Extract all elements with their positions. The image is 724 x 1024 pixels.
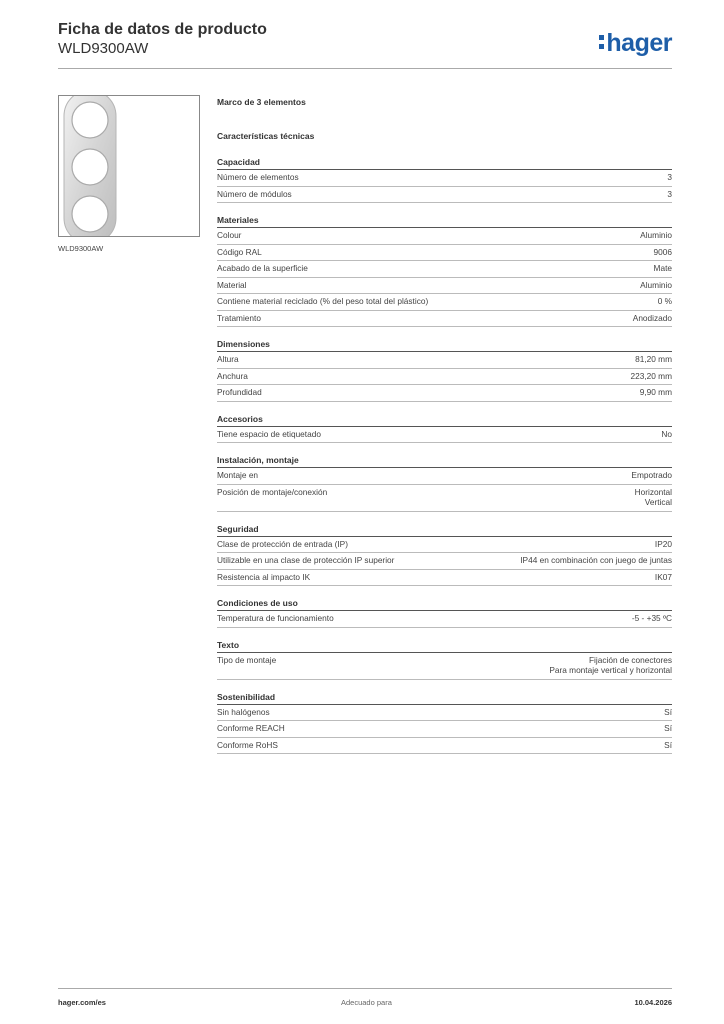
spec-value-line: -5 - +35 ºC xyxy=(631,613,672,623)
spec-row xyxy=(217,294,672,311)
spec-value-line: Sí xyxy=(664,739,672,750)
footer-website: hager.com/es xyxy=(58,998,106,1007)
section-title: Sostenibilidad xyxy=(217,690,672,705)
spec-value-line: 81,20 mm xyxy=(635,354,672,364)
spec-label: Altura xyxy=(217,354,239,364)
spec-value-line: Empotrado xyxy=(631,470,672,480)
spec-row xyxy=(217,278,672,295)
spec-label: Sin halógenos xyxy=(217,706,270,717)
spec-row xyxy=(217,187,672,204)
spec-value xyxy=(664,740,672,751)
spec-section xyxy=(217,453,672,512)
image-caption: WLD9300AW xyxy=(58,244,104,253)
spec-value xyxy=(655,572,672,583)
hager-logo xyxy=(599,28,672,58)
spec-section xyxy=(217,596,672,628)
section-title: Seguridad xyxy=(217,522,672,537)
spec-value-line: 9,90 mm xyxy=(639,387,672,397)
spec-value xyxy=(631,470,672,481)
spec-section xyxy=(217,337,672,402)
spec-section xyxy=(217,522,672,587)
spec-value xyxy=(654,263,672,274)
spec-value xyxy=(640,230,672,241)
spec-value xyxy=(658,296,672,307)
spec-label: Temperatura de funcionamiento xyxy=(217,613,334,623)
spec-value xyxy=(520,555,672,566)
spec-value-line: Aluminio xyxy=(640,279,672,290)
section-title: Texto xyxy=(217,638,672,653)
spec-label: Número de elementos xyxy=(217,172,299,182)
spec-value-line: IP44 en combinación con juego de juntas xyxy=(520,555,672,565)
spec-row xyxy=(217,311,672,328)
spec-section xyxy=(217,690,672,755)
spec-label: Número de módulos xyxy=(217,188,292,199)
spec-row xyxy=(217,369,672,386)
spec-row xyxy=(217,485,672,512)
spec-value-line: 9006 xyxy=(653,246,672,257)
section-title: Condiciones de uso xyxy=(217,596,672,611)
spec-label: Contiene material reciclado (% del peso total del plástico) xyxy=(217,296,429,306)
spec-section xyxy=(217,638,672,680)
spec-value-line: Vertical xyxy=(644,497,672,507)
spec-value-line: Para montaje vertical y horizontal xyxy=(549,665,672,675)
spec-value xyxy=(661,429,672,440)
spec-value-line: Sí xyxy=(664,706,672,717)
spec-value-line: 223,20 mm xyxy=(630,370,672,381)
spec-heading: Características técnicas xyxy=(217,131,315,141)
spec-value-line: IP20 xyxy=(654,538,672,549)
spec-label: Conforme REACH xyxy=(217,723,285,733)
spec-sections xyxy=(217,155,672,754)
spec-label: Resistencia al impacto IK xyxy=(217,571,311,582)
spec-row xyxy=(217,228,672,245)
spec-label: Acabado de la superficie xyxy=(217,263,308,273)
spec-value-line: Sí xyxy=(664,723,672,733)
spec-label: Tipo de montaje xyxy=(217,654,277,665)
spec-value-line: Horizontal xyxy=(634,486,672,497)
spec-row xyxy=(217,427,672,444)
spec-value-line: Mate xyxy=(653,263,672,273)
spec-row xyxy=(217,352,672,369)
spec-row xyxy=(217,738,672,755)
spec-value xyxy=(549,655,672,676)
spec-row xyxy=(217,611,672,628)
spec-value xyxy=(664,723,672,734)
spec-value-line: 3 xyxy=(667,188,672,199)
spec-row xyxy=(217,705,672,722)
product-name: Marco de 3 elementos xyxy=(217,97,306,107)
spec-section xyxy=(217,412,672,444)
section-title: Instalación, montaje xyxy=(217,453,672,468)
spec-label: Utilizable en una clase de protección IP superior xyxy=(217,555,395,565)
spec-content xyxy=(217,95,672,764)
spec-value xyxy=(654,247,672,258)
spec-value-line: 3 xyxy=(667,172,672,182)
spec-label: Montaje en xyxy=(217,470,259,480)
product-code: WLD9300AW xyxy=(58,40,149,57)
spec-value xyxy=(664,707,672,718)
spec-label: Conforme RoHS xyxy=(217,739,278,750)
spec-value xyxy=(632,613,672,624)
spec-value xyxy=(667,172,672,183)
spec-value xyxy=(635,487,672,508)
spec-label: Clase de protección de entrada (IP) xyxy=(217,538,348,549)
spec-value xyxy=(635,354,672,365)
spec-value-line: Aluminio xyxy=(640,230,672,240)
header-divider xyxy=(58,68,672,69)
spec-label: Anchura xyxy=(217,370,248,381)
footer-divider xyxy=(58,988,672,989)
footer-center-text: Adecuado para xyxy=(341,998,392,1007)
spec-row xyxy=(217,553,672,570)
spec-row xyxy=(217,537,672,554)
spec-row xyxy=(217,468,672,485)
spec-row xyxy=(217,653,672,680)
section-title: Materiales xyxy=(217,213,672,228)
spec-value xyxy=(667,189,672,200)
spec-row xyxy=(217,385,672,402)
spec-value xyxy=(640,387,672,398)
page-header xyxy=(58,20,672,58)
frame-3-elements-illustration xyxy=(59,96,200,237)
spec-value xyxy=(633,313,672,324)
section-title: Dimensiones xyxy=(217,337,672,352)
spec-value-line: 0 % xyxy=(657,296,672,306)
spec-label: Tiene espacio de etiquetado xyxy=(217,428,321,439)
spec-row xyxy=(217,170,672,187)
spec-value xyxy=(640,280,672,291)
logo-dots-icon xyxy=(599,28,604,49)
spec-label: Código RAL xyxy=(217,246,262,257)
section-title: Accesorios xyxy=(217,412,672,427)
spec-section xyxy=(217,155,672,203)
document-title: Ficha de datos de producto xyxy=(58,21,267,38)
logo-text: hager xyxy=(606,29,672,57)
spec-row xyxy=(217,721,672,738)
product-image xyxy=(58,95,200,237)
spec-row xyxy=(217,261,672,278)
spec-label: Profundidad xyxy=(217,387,262,397)
section-title: Capacidad xyxy=(217,155,672,170)
spec-row xyxy=(217,245,672,262)
spec-label: Posición de montaje/conexión xyxy=(217,486,328,497)
spec-label: Material xyxy=(217,279,247,290)
spec-value-line: Anodizado xyxy=(632,312,672,323)
spec-label: Colour xyxy=(217,230,242,240)
spec-value xyxy=(630,371,672,382)
spec-value xyxy=(655,539,672,550)
spec-value-line: Fijación de conectores xyxy=(588,654,672,665)
spec-value-line: No xyxy=(661,428,672,439)
spec-value-line: IK07 xyxy=(654,571,672,582)
spec-row xyxy=(217,570,672,587)
footer-date: 10.04.2026 xyxy=(634,998,672,1007)
spec-label: Tratamiento xyxy=(217,312,261,323)
spec-section xyxy=(217,213,672,327)
